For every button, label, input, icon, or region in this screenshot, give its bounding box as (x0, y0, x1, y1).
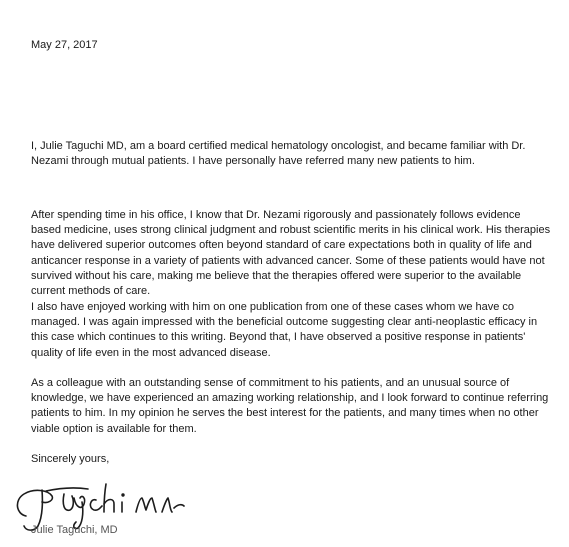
paragraph-clinical-practice: After spending time in his office, I know that Dr. Nezami rigorously and passionately follows evidence based medicine, uses strong clinical judgment and robust scientific merits in his clinical work. His therapies have delivered superior outcomes often beyond standard of care expectations both in quality of life and anticancer response in a variety of patients with advanced cancer. Some of these patients would have not survived without his care, making me believe that the therapies offered were superior to the available current methods of care. (31, 209, 551, 298)
closing-salutation: Sincerely yours, (31, 453, 110, 465)
paragraph-introduction: I, Julie Taguchi MD, am a board certified medical hematology oncologist, and became familiar with Dr. Nezami through mutual patients. I have personally have referred many new patients to him. (31, 140, 526, 168)
signer-name: Julie Taguchi, MD (31, 524, 118, 536)
paragraph-publication: I also have enjoyed working with him on one publication from one of these cases whom we have co managed. I was again impressed with the beneficial outcome suggesting clear anti-neoplastic efficacy in this case which continues to this writing. Beyond that, I have observed a positive response in patients' quality of life even in the most advanced disease. (31, 301, 538, 359)
letter-date: May 27, 2017 (31, 39, 98, 51)
paragraph-colleague: As a colleague with an outstanding sense of commitment to his patients, and an unusual source of knowledge, we have experienced an amazing working relationship, and I look forward to continue referring patients to him. In my opinion he serves the best interest for the patients, and many times when no other viable option is available for them. (31, 377, 549, 435)
